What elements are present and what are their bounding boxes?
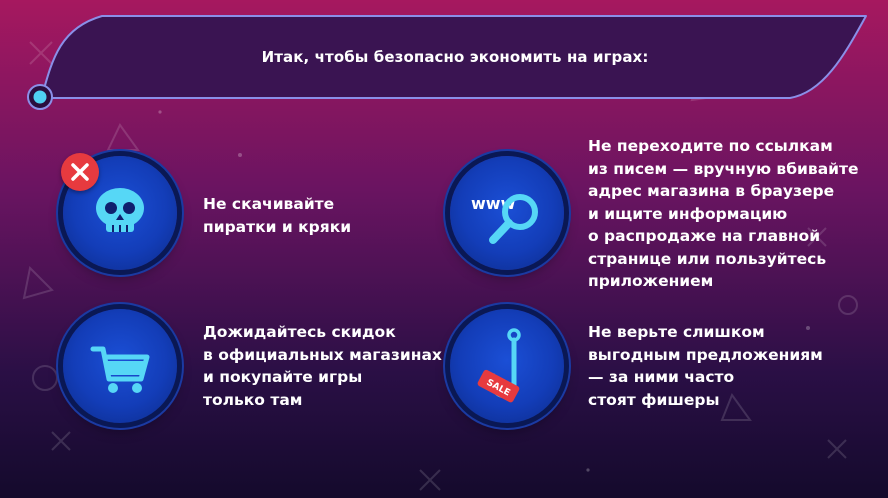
www-search-icon [450,156,564,270]
tip-circle-stores [63,309,177,423]
fishing-hook-sale-icon [450,309,564,423]
close-badge [61,153,99,191]
shopping-cart-icon [63,309,177,423]
sale-label: SALE [484,377,512,399]
tip-circle-phishing [450,309,564,423]
banner-title: Итак, чтобы безопасно экономить на играх: [261,48,649,66]
tip-text-links: Не переходите по ссылкам из писем — вручную вбивайте адрес магазина в браузере и ищите информацию о распродаже на главной странице или пользуйтесь приложением [588,137,859,290]
tip-text-phishing: Не верьте слишком выгодным предложениям — за ними часто стоят фишеры [588,323,823,409]
www-label: www [471,194,516,213]
close-x-icon [61,153,99,191]
tip-text-piracy: Не скачивайте пиратки и кряки [203,195,352,236]
tip-text-stores: Дожидайтесь скидок в официальных магазинах и покупайте игры только там [203,323,442,409]
tip-circle-links [450,156,564,270]
